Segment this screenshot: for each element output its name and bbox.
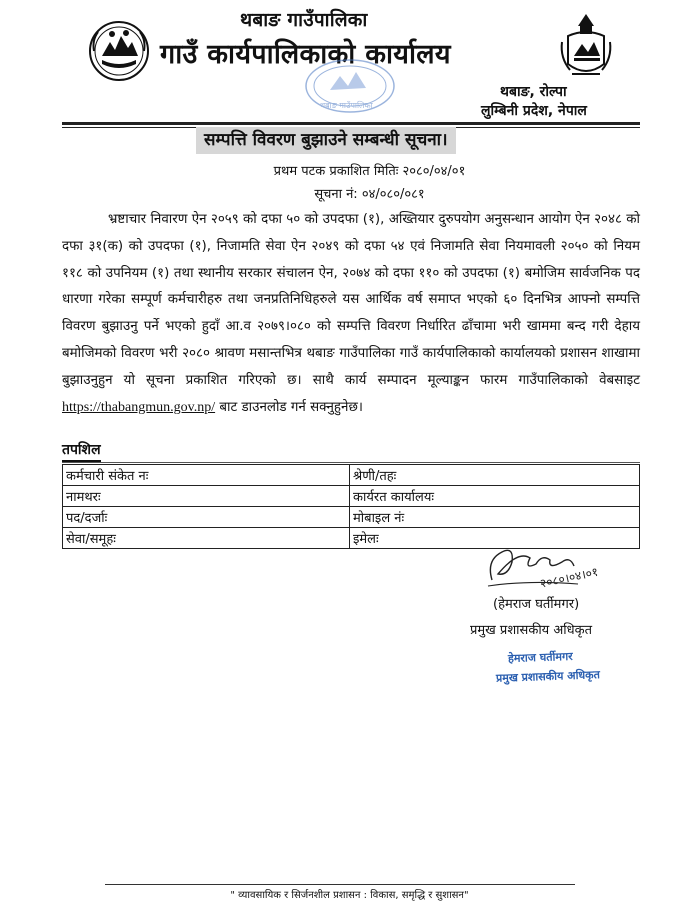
header-divider — [62, 122, 640, 125]
signatory-title: प्रमुख प्रशासकीय अधिकृत — [470, 623, 593, 638]
municipality-logo-icon — [558, 12, 614, 82]
name-stamp-line-1: हेमराज घर्तीमगर — [507, 649, 573, 666]
svg-text:थबाङ गाउँपालिका: थबाङ गाउँपालिका — [320, 101, 373, 110]
grade-level-cell: श्रेणी/तहः — [350, 465, 640, 486]
working-office-cell: कार्यरत कार्यालयः — [350, 486, 640, 507]
table-row — [63, 465, 640, 486]
signature-icon — [478, 540, 618, 596]
address-line-2: लुम्बिनी प्रदेश, नेपाल — [481, 103, 587, 119]
notice-body-end: बाट डाउनलोड गर्न सक्नुहुनेछ। — [219, 399, 363, 415]
details-divider — [62, 462, 640, 463]
footer-motto: " व्यावसायिक र सिर्जनशील प्रशासन : विकास, समृद्धि र सुशासन" — [230, 890, 469, 901]
published-date: प्रथम पटक प्रकाशित मितिः २०८०/०४/०१ — [273, 164, 466, 179]
notice-number: सूचना नं: ०४/०८०/०८१ — [314, 187, 425, 202]
municipality-name: थबाङ गाउँपालिका — [240, 9, 368, 31]
office-name: गाउँ कार्यपालिकाको कार्यालय — [160, 39, 451, 70]
service-group-cell: सेवा/समूहः — [63, 528, 350, 549]
notice-body-text: भ्रष्टाचार निवारण ऐन २०५९ को दफा ५० को उपदफा (१), अख्तियार दुरुपयोग अनुसन्धान आयोग ऐन २०४८ को दफा ३१(क) को उपदफा (१), निजामति सेवा ऐन २०४९ को दफा ५४ एवं निजामति सेवा नियमावली २०५० को नियम ११८ को उपनियम (१) तथा स्थानीय सरकार संचालन ऐन, २०७४ को दफा ११० को उपदफा (१) बमोजिम सार्वजनिक पद धारणा गरेका सम्पूर्ण कर्मचारीहरु तथा जनप्रतिनिधिहरुले यस आर्थिक वर्ष समाप्त भएको ६० दिनभित्र आफ्नो सम्पत्ति विवरण बुझाउनु पर्ने भएको हुदाँ आ.व २०७९।०८० को सम्पत्ति विवरण निर्धारित ढाँचामा भरी खाममा बन्द गरी देहाय बमोजिमको विवरण भरी २०८० श्रावण मसान्तभित्र थबाङ गाउँपालिका गाउँ कार्यपालिकाको कार्यालयको प्रशासन शाखामा बुझाउनुहुन यो सूचना प्रकाशित गरिएको छ। साथै कार्य सम्पादन मूल्याङ्कन फारम गाउँपालिकाको वेबसाइट — [62, 212, 640, 388]
employee-code-cell: कर्मचारी संकेत नः — [63, 465, 350, 486]
mobile-number-cell: मोबाइल नंः — [350, 507, 640, 528]
website-link[interactable]: https://thabangmun.gov.np/ — [62, 399, 216, 415]
table-row — [63, 507, 640, 528]
notice-title: सम्पत्ति विवरण बुझाउने सम्बन्धी सूचना। — [196, 127, 456, 154]
email-cell: इमेलः — [350, 528, 640, 549]
position-cell: पद/दर्जाः — [63, 507, 350, 528]
table-row — [63, 486, 640, 507]
nepal-government-emblem-icon — [88, 20, 150, 82]
address-line-1: थबाङ, रोल्पा — [500, 84, 567, 100]
footer-divider — [105, 884, 575, 885]
name-stamp-line-2: प्रमुख प्रशासकीय अधिकृत — [495, 668, 601, 685]
signatory-name: (हेमराज घर्तीमगर) — [493, 597, 580, 612]
svg-text:२०८०।०४।०१: २०८०।०४।०१ — [538, 564, 600, 591]
office-stamp-icon — [300, 56, 400, 116]
full-name-cell: नामथरः — [63, 486, 350, 507]
details-heading: तपशिल — [62, 440, 101, 462]
details-table — [62, 464, 640, 549]
notice-body — [62, 207, 640, 421]
